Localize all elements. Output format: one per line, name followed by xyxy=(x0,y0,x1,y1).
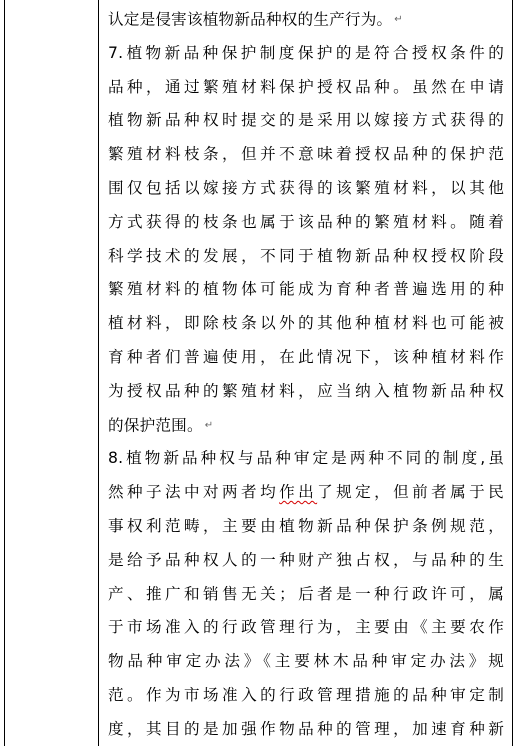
line-text: 方式获得的枝条也属于该品种的繁殖材料。随着 xyxy=(108,212,504,231)
line-text: 产、推广和销售无关；后者是一种行政许可，属 xyxy=(108,584,504,603)
text-line xyxy=(108,37,504,71)
text-line xyxy=(108,679,504,713)
text-line xyxy=(108,409,504,443)
line-text: 物品种审定办法》《主要林木品种审定办法》规 xyxy=(108,652,504,671)
line-text: 8.植物新品种权与品种审定是两种不同的制度,虽 xyxy=(108,449,504,468)
line-text: 7.植物新品种保护制度保护的是符合授权条件的 xyxy=(108,43,504,62)
spellcheck-flagged-word: 作出 xyxy=(279,483,318,502)
line-text: 度，其目的是加强作物品种的管理，加速育种新 xyxy=(108,719,504,738)
line-text: 育种者们普遍使用，在此情况下，该种植材料作 xyxy=(108,347,504,366)
line-text-start: 然种子法中对两者均 xyxy=(108,483,280,502)
text-line xyxy=(108,3,504,37)
text-line xyxy=(108,71,504,105)
text-line xyxy=(108,578,504,612)
text-line xyxy=(108,307,504,341)
line-text: 的保护范围。 xyxy=(108,415,203,434)
text-line xyxy=(108,341,504,375)
line-text: 品种，通过繁殖材料保护授权品种。虽然在申请 xyxy=(108,77,504,96)
text-line xyxy=(108,476,504,510)
line-text: 科学技术的发展，不同于植物新品种权授权阶段 xyxy=(108,246,504,265)
text-line xyxy=(108,206,504,240)
line-text: 于市场准入的行政管理行为，主要由《主要农作 xyxy=(108,618,504,637)
text-line xyxy=(108,442,504,476)
text-line xyxy=(108,713,504,747)
line-text: 植物新品种权时提交的是采用以嫁接方式获得的 xyxy=(108,111,504,130)
table-left-column xyxy=(5,0,99,746)
line-text-end: 了规定，但前者属于民 xyxy=(317,483,504,502)
text-line xyxy=(108,240,504,274)
text-line xyxy=(108,645,504,679)
paragraph-mark-icon: ↵ xyxy=(394,14,403,25)
line-text: 为授权品种的繁殖材料，应当纳入植物新品种权 xyxy=(108,381,504,400)
document-text-cell xyxy=(108,3,504,747)
line-text: 认定是侵害该植物新品种权的生产行为。 xyxy=(108,10,393,29)
text-line xyxy=(108,138,504,172)
text-line xyxy=(108,544,504,578)
document-table xyxy=(4,0,513,746)
line-text: 植材料，即除枝条以外的其他种植材料也可能被 xyxy=(108,314,504,333)
line-text: 繁殖材料枝条，但并不意味着授权品种的保护范 xyxy=(108,145,504,164)
line-text: 繁殖材料的植物体可能成为育种者普遍选用的种 xyxy=(108,280,504,299)
line-text: 是给予品种权人的一种财产独占权，与品种的生 xyxy=(108,550,504,569)
line-text: 事权利范畴，主要由植物新品种保护条例规范， xyxy=(108,516,504,535)
text-line xyxy=(108,611,504,645)
line-text: 范。作为市场准入的行政管理措施的品种审定制 xyxy=(108,685,504,704)
text-line xyxy=(108,375,504,409)
text-line xyxy=(108,510,504,544)
paragraph-mark-icon: ↵ xyxy=(204,419,214,431)
text-line xyxy=(108,273,504,307)
text-line xyxy=(108,172,504,206)
line-text: 围仅包括以嫁接方式获得的该繁殖材料，以其他 xyxy=(108,178,504,197)
text-line xyxy=(108,104,504,138)
